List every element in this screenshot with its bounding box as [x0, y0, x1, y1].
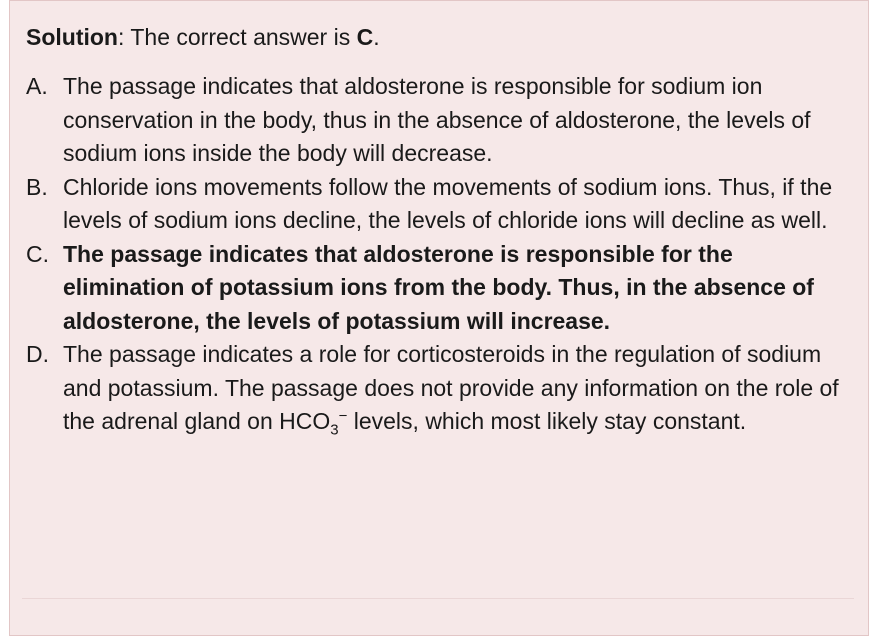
explanation-a-text: The passage indicates that aldosterone is responsible for sodium ion conservation in the body, thus in the absence of aldosterone, the levels of sodium ions inside the body will decrease. — [63, 73, 811, 166]
solution-lead-text: The correct answer is — [130, 24, 357, 50]
choice-letter-d: D. — [26, 341, 49, 367]
solution-label: Solution — [26, 24, 118, 50]
solution-heading — [26, 22, 380, 52]
explanation-c-text: The passage indicates that aldosterone is responsible for the elimination of potassium ions from the body. Thus, in the absence of aldosterone, the levels of potassium will increase. — [63, 240, 814, 334]
choice-letter-c: C. — [26, 240, 49, 267]
explanation-a — [26, 70, 856, 171]
bottom-divider — [22, 598, 854, 599]
explanation-d-text-after: levels, which most likely stay constant. — [347, 408, 747, 434]
solution-separator: : — [117, 24, 131, 50]
explanation-d-text — [63, 341, 839, 439]
solution-panel — [9, 0, 869, 636]
explanation-b — [26, 171, 856, 238]
choice-letter-a: A. — [26, 73, 48, 99]
explanation-d-text-before: The passage indicates a role for corticosteroids in the regulation of sodium and potassium. The passage does not provide any information on the role of the adrenal gland on HCO — [63, 341, 839, 434]
explanation-b-text: Chloride ions movements follow the movements of sodium ions. Thus, if the levels of sodium ions decline, the levels of chloride ions will decline as well. — [63, 173, 833, 233]
bicarbonate-subscript: 3 — [330, 421, 339, 439]
correct-answer-letter: C — [356, 24, 374, 50]
answer-explanations — [26, 70, 856, 439]
bicarbonate-charge: − — [338, 407, 348, 425]
choice-letter-b: B. — [26, 173, 48, 200]
explanation-c — [26, 238, 856, 339]
explanation-d — [26, 338, 856, 439]
solution-end-punct: . — [373, 24, 380, 50]
